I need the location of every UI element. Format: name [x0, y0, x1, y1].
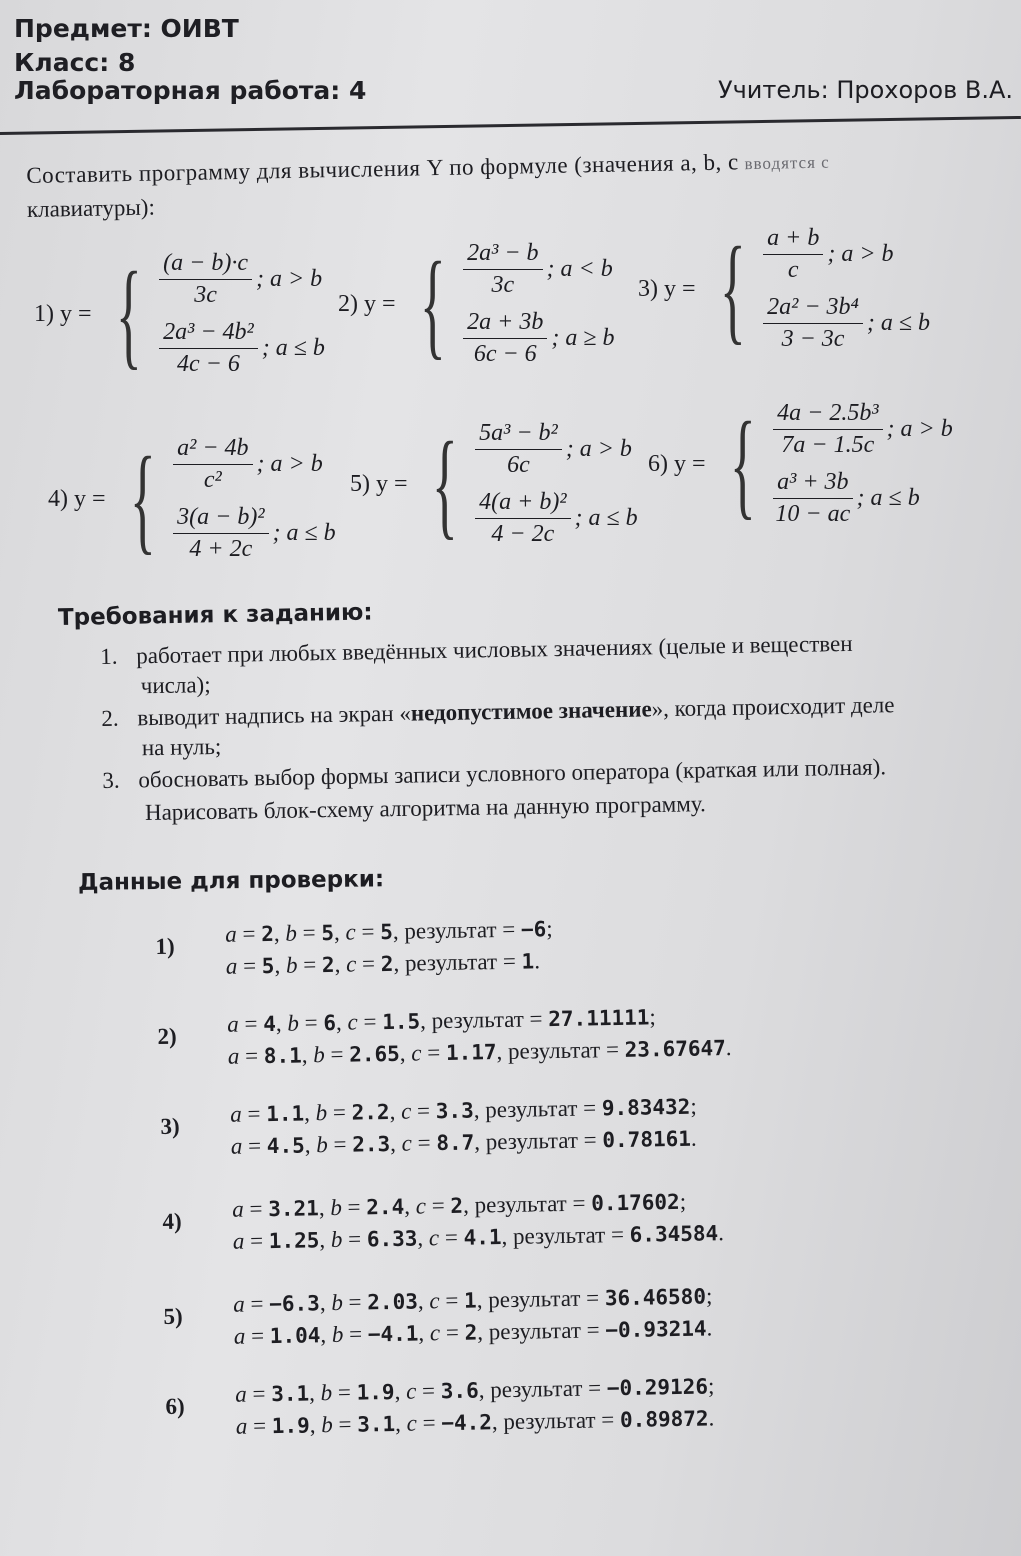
formula-1: [34, 247, 325, 380]
fraction: [763, 225, 823, 284]
condition: ; a ≤ b: [866, 310, 931, 336]
formula-case: [475, 420, 638, 479]
task-intro: [26, 141, 1017, 226]
fraction: [773, 400, 882, 459]
condition: ; a > b: [827, 241, 894, 267]
formula-case: [773, 469, 953, 528]
numerator: 2a + 3b: [463, 309, 547, 339]
test-set-label: 2): [157, 1023, 177, 1049]
test-set-label: 4): [162, 1208, 182, 1234]
grade-line: Класс: 8: [14, 48, 136, 77]
test-case-line: a = −6.3, b = 2.03, c = 1, результат = 36.46580;: [233, 1283, 713, 1317]
formula-case: [475, 489, 638, 548]
requirements-list: [100, 626, 1021, 798]
requirement-item: 3. обосновать выбор формы записи условного оператора (краткая или полная).: [102, 754, 887, 793]
formula-label: 1) y =: [34, 300, 92, 327]
formula-case: [763, 294, 930, 353]
subject-line: Предмет: ОИВТ: [14, 14, 239, 43]
test-case-line: a = 1.9, b = 3.1, c = −4.2, результат = 0.89872.: [235, 1405, 715, 1439]
numerator: 3(a − b)²: [173, 504, 268, 534]
numerator: a + b: [763, 225, 823, 255]
numerator: 2a³ − b: [463, 240, 542, 270]
formula-case: [763, 225, 930, 284]
denominator: 4 + 2c: [189, 536, 253, 562]
condition: ; a > b: [255, 266, 323, 292]
condition: ; a ≤ b: [261, 335, 325, 361]
denominator: c: [787, 257, 799, 283]
brace-symbol: {: [719, 222, 746, 355]
condition: ; a > b: [256, 451, 323, 477]
test-case-line: a = 3.1, b = 1.9, c = 3.6, результат = −0.29126;: [235, 1373, 715, 1407]
formula-label: 5) y =: [350, 470, 408, 497]
fraction: [159, 250, 252, 309]
denominator: 3c: [491, 272, 515, 298]
denominator: 4c − 6: [177, 351, 240, 377]
brace-symbol: {: [115, 247, 142, 380]
fraction: [763, 294, 863, 353]
numerator: a² − 4b: [173, 435, 252, 465]
fraction: [773, 469, 852, 528]
condition: ; a ≤ b: [574, 505, 638, 531]
numerator: 4(a + b)²: [475, 489, 570, 519]
condition: ; a ≤ b: [856, 485, 920, 511]
formula-label: 6) y =: [648, 450, 706, 477]
intro-line-1-fade: вводятся с: [744, 152, 830, 174]
formula-label: 3) y =: [638, 275, 696, 302]
lab-line: Лабораторная работа: 4: [14, 76, 367, 105]
test-case-line: a = 3.21, b = 2.4, c = 2, результат = 0.17602;: [232, 1188, 687, 1222]
numerator: 4a − 2.5b³: [773, 400, 882, 430]
formula-5: [350, 417, 638, 550]
test-set-label: 6): [165, 1393, 185, 1419]
test-case-line: a = 2, b = 5, c = 5, результат = −6;: [225, 916, 553, 947]
test-case-line: a = 1.1, b = 2.2, c = 3.3, результат = 9.83432;: [230, 1093, 697, 1127]
formula-label: 2) y =: [338, 290, 396, 317]
condition: ; a ≥ b: [551, 325, 615, 351]
requirement-item: 2. выводит надпись на экран «недопустимое значение», когда происходит деле на нуль;: [101, 692, 895, 761]
condition: ; a < b: [546, 256, 613, 282]
intro-line-1: Составить программу для вычисления Y по формуле (значения a, b, c: [26, 149, 739, 188]
denominator: 7a − 1.5c: [781, 432, 875, 458]
teacher-line: Учитель: Прохоров В.А.: [717, 76, 1013, 104]
formula-case: [773, 400, 953, 459]
denominator: c²: [203, 467, 222, 493]
brace-symbol: {: [129, 432, 156, 565]
formula-label: 4) y =: [48, 485, 106, 512]
test-set-label: 1): [155, 933, 175, 959]
requirement-item: 1. работает при любых введённых числовых значениях (целые и веществен числа);: [100, 630, 853, 699]
formula-case: [463, 240, 614, 299]
denominator: 6c − 6: [473, 341, 537, 367]
test-set-label: 3): [160, 1113, 180, 1139]
denominator: 4 − 2c: [491, 521, 555, 547]
fraction: [159, 319, 258, 378]
formula-3: [638, 222, 931, 355]
formula-case: [463, 309, 614, 368]
brace-symbol: {: [431, 417, 458, 550]
test-case-line: a = 1.25, b = 6.33, c = 4.1, результат = 6.34584.: [232, 1220, 725, 1254]
test-case-line: a = 8.1, b = 2.65, c = 1.17, результат = 23.67647.: [227, 1034, 732, 1069]
brace-symbol: {: [729, 397, 756, 530]
test-set-label: 5): [163, 1303, 183, 1329]
denominator: 3 − 3c: [781, 326, 845, 352]
formula-2: [338, 237, 615, 370]
test-case-line: a = 4.5, b = 2.3, c = 8.7, результат = 0.78161.: [230, 1125, 697, 1159]
formula-case: [159, 250, 325, 309]
condition: ; a ≤ b: [272, 520, 336, 546]
test-case-line: a = 5, b = 2, c = 2, результат = 1.: [225, 948, 541, 979]
denominator: 10 − ac: [775, 501, 851, 527]
numerator: (a − b)·c: [159, 250, 252, 280]
formula-6: [648, 397, 953, 530]
fraction: [173, 504, 268, 563]
header-divider: [0, 116, 1021, 135]
requirements-title: Требования к заданию:: [57, 599, 373, 631]
formula-case: [173, 504, 336, 563]
numerator: a³ + 3b: [773, 469, 852, 499]
test-data-title: Данные для проверки:: [77, 866, 385, 896]
condition: ; a > b: [886, 416, 953, 442]
numerator: 5a³ − b²: [475, 420, 562, 450]
formula-case: [173, 435, 336, 494]
fraction: [475, 420, 562, 479]
formula-case: [159, 319, 325, 378]
flowchart-instruction: Нарисовать блок-схему алгоритма на данную программу.: [144, 791, 706, 825]
intro-line-2: клавиатуры):: [26, 194, 156, 222]
fraction: [463, 309, 547, 368]
test-case-line: a = 4, b = 6, c = 1.5, результат = 27.11111;: [227, 1004, 657, 1037]
brace-symbol: {: [419, 237, 446, 370]
formula-4: [48, 432, 336, 565]
numerator: 2a³ − 4b²: [159, 319, 258, 349]
test-case-line: a = 1.04, b = −4.1, c = 2, результат = −0.93214.: [233, 1315, 713, 1349]
fraction: [475, 489, 570, 548]
denominator: 3c: [194, 282, 217, 308]
numerator: 2a² − 3b⁴: [763, 294, 863, 324]
condition: ; a > b: [565, 436, 632, 462]
fraction: [463, 240, 542, 299]
denominator: 6c: [507, 452, 530, 478]
fraction: [173, 435, 252, 494]
